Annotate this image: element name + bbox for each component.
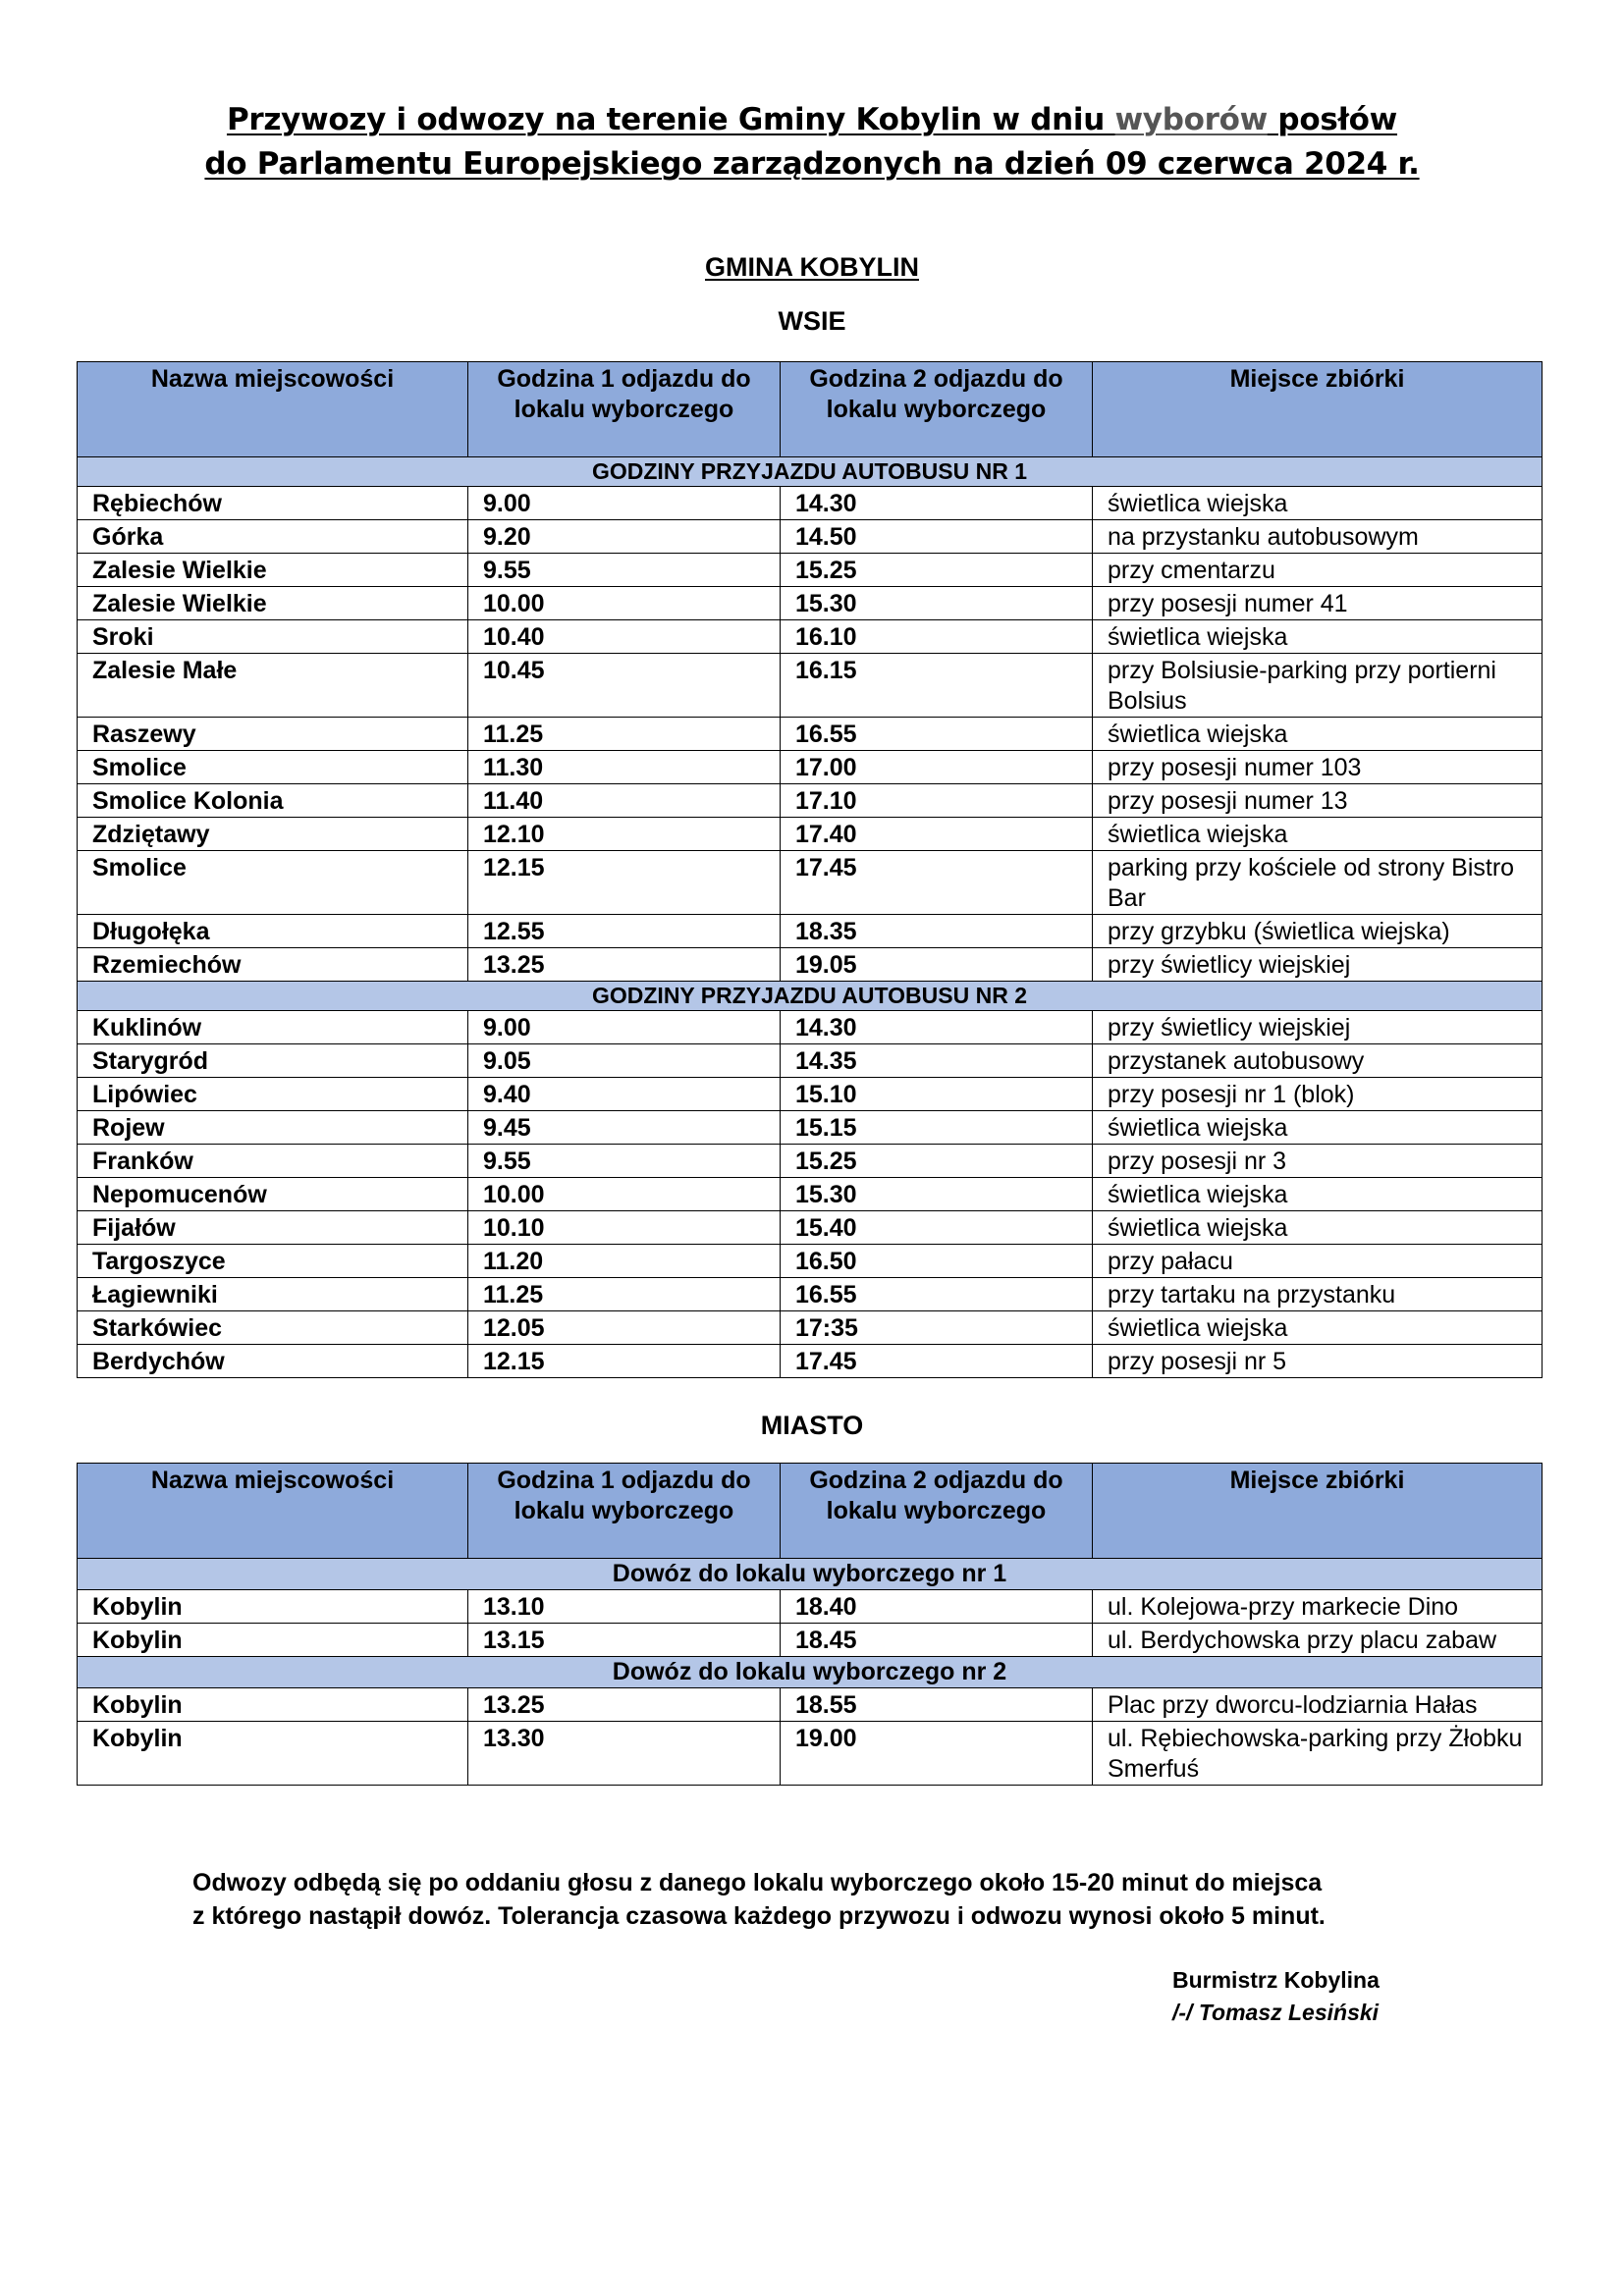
place-name-cell: Długołęka <box>78 915 468 948</box>
departure-2-cell: 16.50 <box>781 1245 1093 1278</box>
meeting-place-cell: świetlica wiejska <box>1093 620 1543 654</box>
departure-2-cell: 14.30 <box>781 1011 1093 1044</box>
signature-name: /-/ Tomasz Lesiński <box>1172 2000 1380 2025</box>
departure-2-cell: 15.15 <box>781 1111 1093 1145</box>
table-row <box>78 587 1543 620</box>
place-name-cell: Smolice Kolonia <box>78 784 468 818</box>
return-trip-note <box>192 1866 1469 1933</box>
title-line-2: do Parlamentu Europejskiego zarządzonych na dzień 09 czerwca 2024 r. <box>204 146 1420 182</box>
departure-2-cell: 15.10 <box>781 1078 1093 1111</box>
departure-1-cell: 9.00 <box>468 487 781 520</box>
departure-1-cell: 9.55 <box>468 1145 781 1178</box>
departure-2-cell: 16.10 <box>781 620 1093 654</box>
table-row <box>78 1311 1543 1345</box>
town-schedule-table <box>77 1463 1543 1786</box>
departure-1-cell: 13.25 <box>468 1688 781 1722</box>
column-header-departure-2: Godzina 2 odjazdu do lokalu wyborczego <box>781 1464 1093 1559</box>
meeting-place-cell: przy świetlicy wiejskiej <box>1093 948 1543 982</box>
place-name-cell: Zdziętawy <box>78 818 468 851</box>
departure-2-cell: 17:35 <box>781 1311 1093 1345</box>
departure-1-cell: 10.00 <box>468 1178 781 1211</box>
departure-2-cell: 14.35 <box>781 1044 1093 1078</box>
departure-1-cell: 11.25 <box>468 718 781 751</box>
heading-miasto: MIASTO <box>760 1411 864 1440</box>
place-name-cell: Kobylin <box>78 1590 468 1624</box>
heading-gmina: GMINA KOBYLIN <box>705 252 919 282</box>
departure-2-cell: 16.15 <box>781 654 1093 718</box>
departure-2-cell: 18.35 <box>781 915 1093 948</box>
meeting-place-cell: przystanek autobusowy <box>1093 1044 1543 1078</box>
departure-1-cell: 12.05 <box>468 1311 781 1345</box>
table-row <box>78 1111 1543 1145</box>
table-row <box>78 751 1543 784</box>
place-name-cell: Kobylin <box>78 1688 468 1722</box>
table-row <box>78 818 1543 851</box>
column-header-meeting-place: Miejsce zbiórki <box>1093 1464 1543 1559</box>
meeting-place-cell: ul. Rębiechowska-parking przy Żłobku Smerfuś <box>1093 1722 1543 1786</box>
departure-1-cell: 10.40 <box>468 620 781 654</box>
section-row <box>78 1559 1543 1590</box>
place-name-cell: Starkówiec <box>78 1311 468 1345</box>
departure-2-cell: 16.55 <box>781 718 1093 751</box>
departure-1-cell: 9.00 <box>468 1011 781 1044</box>
meeting-place-cell: parking przy kościele od strony Bistro Bar <box>1093 851 1543 915</box>
departure-2-cell: 18.55 <box>781 1688 1093 1722</box>
departure-2-cell: 14.50 <box>781 520 1093 554</box>
place-name-cell: Targoszyce <box>78 1245 468 1278</box>
note-line-1: Odwozy odbędą się po oddaniu głosu z danego lokalu wyborczego około 15-20 minut do miejsca <box>192 1869 1323 1896</box>
column-header-name: Nazwa miejscowości <box>78 362 468 457</box>
meeting-place-cell: ul. Kolejowa-przy markecie Dino <box>1093 1590 1543 1624</box>
table-row <box>78 1178 1543 1211</box>
table-row <box>78 1245 1543 1278</box>
place-name-cell: Łagiewniki <box>78 1278 468 1311</box>
section-row <box>78 457 1543 487</box>
meeting-place-cell: przy pałacu <box>1093 1245 1543 1278</box>
meeting-place-cell: przy Bolsiusie-parking przy portierni Bolsius <box>1093 654 1543 718</box>
departure-2-cell: 19.00 <box>781 1722 1093 1786</box>
place-name-cell: Rębiechów <box>78 487 468 520</box>
place-name-cell: Franków <box>78 1145 468 1178</box>
meeting-place-cell: świetlica wiejska <box>1093 487 1543 520</box>
departure-2-cell: 17.10 <box>781 784 1093 818</box>
meeting-place-cell: przy posesji numer 13 <box>1093 784 1543 818</box>
table-row <box>78 1722 1543 1786</box>
departure-1-cell: 10.00 <box>468 587 781 620</box>
table-row <box>78 948 1543 982</box>
table-row <box>78 1590 1543 1624</box>
departure-2-cell: 19.05 <box>781 948 1093 982</box>
departure-1-cell: 11.20 <box>468 1245 781 1278</box>
table-row <box>78 554 1543 587</box>
column-header-meeting-place: Miejsce zbiórki <box>1093 362 1543 457</box>
section-label: GODZINY PRZYJAZDU AUTOBUSU NR 1 <box>78 457 1543 487</box>
villages-table-body <box>78 457 1543 1378</box>
departure-1-cell: 13.30 <box>468 1722 781 1786</box>
departure-2-cell: 18.40 <box>781 1590 1093 1624</box>
place-name-cell: Sroki <box>78 620 468 654</box>
section-label: Dowóz do lokalu wyborczego nr 1 <box>78 1559 1543 1590</box>
departure-2-cell: 15.40 <box>781 1211 1093 1245</box>
departure-2-cell: 14.30 <box>781 487 1093 520</box>
meeting-place-cell: przy świetlicy wiejskiej <box>1093 1011 1543 1044</box>
meeting-place-cell: świetlica wiejska <box>1093 818 1543 851</box>
departure-1-cell: 13.25 <box>468 948 781 982</box>
departure-1-cell: 11.40 <box>468 784 781 818</box>
column-header-name: Nazwa miejscowości <box>78 1464 468 1559</box>
departure-1-cell: 12.15 <box>468 1345 781 1378</box>
meeting-place-cell: przy grzybku (świetlica wiejska) <box>1093 915 1543 948</box>
meeting-place-cell: przy cmentarzu <box>1093 554 1543 587</box>
place-name-cell: Górka <box>78 520 468 554</box>
departure-1-cell: 12.15 <box>468 851 781 915</box>
meeting-place-cell: przy posesji numer 41 <box>1093 587 1543 620</box>
meeting-place-cell: świetlica wiejska <box>1093 718 1543 751</box>
table-row <box>78 1145 1543 1178</box>
place-name-cell: Zalesie Małe <box>78 654 468 718</box>
meeting-place-cell: świetlica wiejska <box>1093 1178 1543 1211</box>
section-label: GODZINY PRZYJAZDU AUTOBUSU NR 2 <box>78 982 1543 1011</box>
departure-2-cell: 15.25 <box>781 1145 1093 1178</box>
signature-block <box>1172 1964 1380 2029</box>
place-name-cell: Kuklinów <box>78 1011 468 1044</box>
place-name-cell: Kobylin <box>78 1624 468 1657</box>
departure-1-cell: 12.55 <box>468 915 781 948</box>
meeting-place-cell: przy tartaku na przystanku <box>1093 1278 1543 1311</box>
departure-2-cell: 17.00 <box>781 751 1093 784</box>
table-row <box>78 784 1543 818</box>
table-row <box>78 654 1543 718</box>
departure-2-cell: 15.25 <box>781 554 1093 587</box>
meeting-place-cell: przy posesji nr 3 <box>1093 1145 1543 1178</box>
place-name-cell: Zalesie Wielkie <box>78 587 468 620</box>
villages-schedule-table <box>77 361 1543 1378</box>
place-name-cell: Rojew <box>78 1111 468 1145</box>
departure-1-cell: 9.05 <box>468 1044 781 1078</box>
meeting-place-cell: świetlica wiejska <box>1093 1111 1543 1145</box>
meeting-place-cell: przy posesji nr 5 <box>1093 1345 1543 1378</box>
place-name-cell: Nepomucenów <box>78 1178 468 1211</box>
document-title <box>0 98 1624 187</box>
column-header-departure-1: Godzina 1 odjazdu do lokalu wyborczego <box>468 1464 781 1559</box>
column-header-departure-2: Godzina 2 odjazdu do lokalu wyborczego <box>781 362 1093 457</box>
departure-1-cell: 10.10 <box>468 1211 781 1245</box>
section-row <box>78 1657 1543 1688</box>
departure-2-cell: 16.55 <box>781 1278 1093 1311</box>
column-header-departure-1: Godzina 1 odjazdu do lokalu wyborczego <box>468 362 781 457</box>
note-line-2: z którego nastąpił dowóz. Tolerancja czasowa każdego przywozu i odwozu wynosi około 5 minut. <box>192 1902 1326 1930</box>
departure-1-cell: 9.45 <box>468 1111 781 1145</box>
section-label: Dowóz do lokalu wyborczego nr 2 <box>78 1657 1543 1688</box>
place-name-cell: Zalesie Wielkie <box>78 554 468 587</box>
meeting-place-cell: na przystanku autobusowym <box>1093 520 1543 554</box>
place-name-cell: Lipówiec <box>78 1078 468 1111</box>
departure-2-cell: 18.45 <box>781 1624 1093 1657</box>
departure-1-cell: 10.45 <box>468 654 781 718</box>
place-name-cell: Fijałów <box>78 1211 468 1245</box>
heading-wsie: WSIE <box>778 306 846 336</box>
place-name-cell: Starygród <box>78 1044 468 1078</box>
place-name-cell: Smolice <box>78 851 468 915</box>
title-highlight-word: wyborów <box>1114 102 1268 137</box>
meeting-place-cell: świetlica wiejska <box>1093 1311 1543 1345</box>
table-row <box>78 1278 1543 1311</box>
table-row <box>78 487 1543 520</box>
meeting-place-cell: ul. Berdychowska przy placu zabaw <box>1093 1624 1543 1657</box>
table-row <box>78 1688 1543 1722</box>
place-name-cell: Berdychów <box>78 1345 468 1378</box>
departure-2-cell: 15.30 <box>781 587 1093 620</box>
departure-1-cell: 12.10 <box>468 818 781 851</box>
section-row <box>78 982 1543 1011</box>
table-row <box>78 520 1543 554</box>
departure-1-cell: 9.40 <box>468 1078 781 1111</box>
place-name-cell: Raszewy <box>78 718 468 751</box>
meeting-place-cell: Plac przy dworcu-lodziarnia Hałas <box>1093 1688 1543 1722</box>
table-row <box>78 1624 1543 1657</box>
departure-2-cell: 15.30 <box>781 1178 1093 1211</box>
departure-1-cell: 11.30 <box>468 751 781 784</box>
meeting-place-cell: przy posesji numer 103 <box>1093 751 1543 784</box>
meeting-place-cell: świetlica wiejska <box>1093 1211 1543 1245</box>
departure-2-cell: 17.45 <box>781 1345 1093 1378</box>
signature-role: Burmistrz Kobylina <box>1172 1967 1380 1993</box>
table-header-row <box>78 362 1543 457</box>
departure-1-cell: 9.20 <box>468 520 781 554</box>
town-table-body <box>78 1559 1543 1786</box>
place-name-cell: Smolice <box>78 751 468 784</box>
departure-2-cell: 17.40 <box>781 818 1093 851</box>
table-row <box>78 718 1543 751</box>
table-header-row <box>78 1464 1543 1559</box>
table-row <box>78 620 1543 654</box>
title-line-1: Przywozy i odwozy na terenie Gminy Kobylin w dniu wyborów posłów <box>226 102 1398 137</box>
departure-1-cell: 13.10 <box>468 1590 781 1624</box>
table-row <box>78 1011 1543 1044</box>
place-name-cell: Kobylin <box>78 1722 468 1786</box>
meeting-place-cell: przy posesji nr 1 (blok) <box>1093 1078 1543 1111</box>
table-row <box>78 1078 1543 1111</box>
departure-1-cell: 11.25 <box>468 1278 781 1311</box>
departure-1-cell: 13.15 <box>468 1624 781 1657</box>
table-row <box>78 1044 1543 1078</box>
table-row <box>78 851 1543 915</box>
departure-2-cell: 17.45 <box>781 851 1093 915</box>
departure-1-cell: 9.55 <box>468 554 781 587</box>
place-name-cell: Rzemiechów <box>78 948 468 982</box>
table-row <box>78 915 1543 948</box>
table-row <box>78 1211 1543 1245</box>
table-row <box>78 1345 1543 1378</box>
